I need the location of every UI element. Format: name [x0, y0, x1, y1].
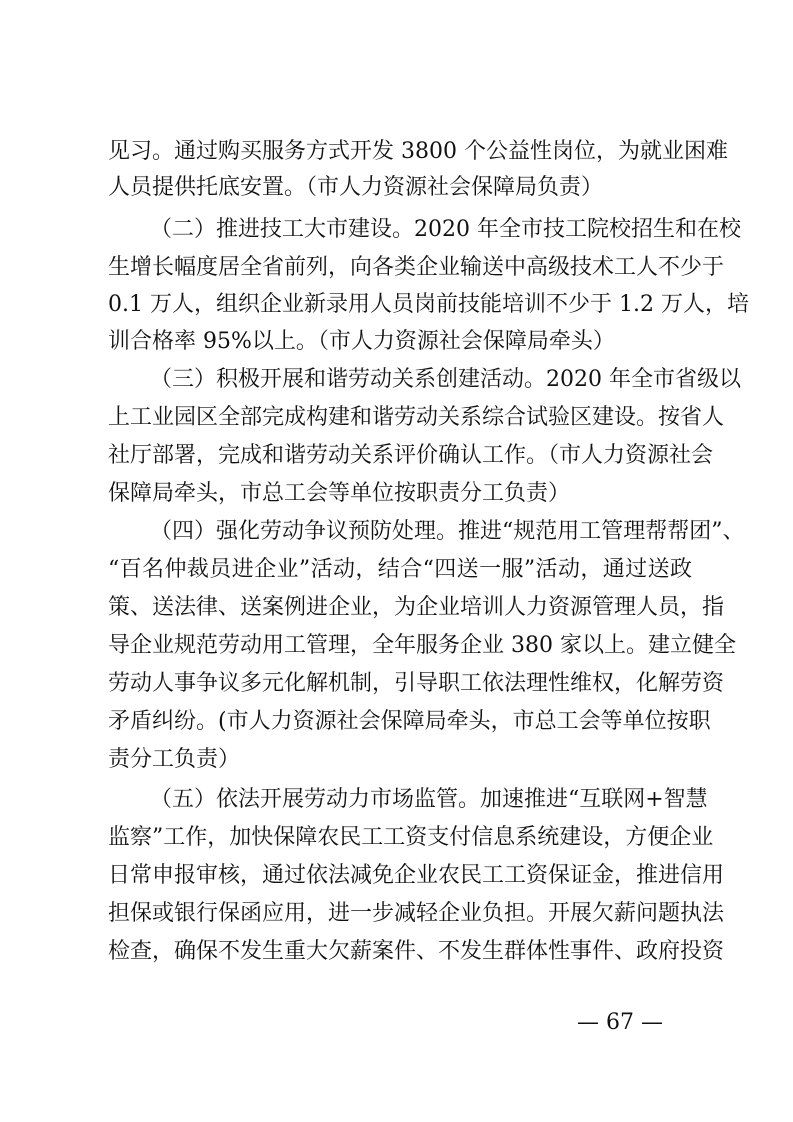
section-heading-line: （二）推进技工大市建设。2020 年全市技工院校招生和在校 — [150, 217, 741, 242]
body-text-line: 0.1 万人，组织企业新录用人员岗前技能培训不少于 1.2 万人，培 — [108, 292, 749, 317]
body-text-line: 检查，确保不发生重大欠薪案件、不发生群体性事件、政府投资 — [108, 939, 725, 964]
body-text-line: 上工业园区全部完成构建和谐劳动关系综合试验区建设。按省人 — [108, 405, 725, 430]
section-heading-line: （四）强化劳动争议预防处理。推进“规范用工管理帮帮团”、 — [150, 519, 745, 544]
body-text-line: 社厅部署，完成和谐劳动关系评价确认工作。（市人力资源社会 — [108, 443, 714, 468]
body-text-line: 策、送法律、送案例进企业，为企业培训人力资源管理人员，指 — [108, 595, 725, 620]
body-text-line: 日常申报审核，通过依法减免企业农民工工资保证金，推进信用 — [108, 863, 725, 888]
body-text-line: 人员提供托底安置。（市人力资源社会保障局负责） — [108, 175, 604, 200]
section-heading-line: （五）依法开展劳动力市场监管。加速推进“互联网+智慧 — [150, 787, 708, 812]
page-number: — 67 — — [577, 1010, 663, 1035]
body-text-line: 矛盾纠纷。(市人力资源社会保障局牵头，市总工会等单位按职 — [108, 709, 711, 734]
body-text-line: 监察”工作，加快保障农民工工资支付信息系统建设，方便企业 — [108, 825, 714, 850]
body-text-line: 见习。通过购买服务方式开发 3800 个公益性岗位，为就业困难 — [108, 139, 728, 164]
body-text-line: 保障局牵头，市总工会等单位按职责分工负责） — [108, 481, 571, 506]
body-text-line: 责分工负责） — [108, 747, 241, 772]
body-text-line: 训合格率 95%以上。（市人力资源社会保障局牵头） — [108, 329, 615, 354]
section-heading-line: （三）积极开展和谐劳动关系创建活动。2020 年全市省级以 — [150, 367, 741, 392]
body-text-line: 劳动人事争议多元化解机制，引导职工依法理性维权，化解劳资 — [108, 671, 725, 696]
body-text-line: “百名仲裁员进企业”活动，结合“四送一服”活动，通过送政 — [108, 557, 692, 582]
body-text-line: 生增长幅度居全省前列，向各类企业输送中高级技术工人不少于 — [108, 255, 725, 280]
body-text-line: 导企业规范劳动用工管理，全年服务企业 380 家以上。建立健全 — [108, 633, 736, 658]
body-text-line: 担保或银行保函应用，进一步减轻企业负担。开展欠薪问题执法 — [108, 901, 725, 926]
